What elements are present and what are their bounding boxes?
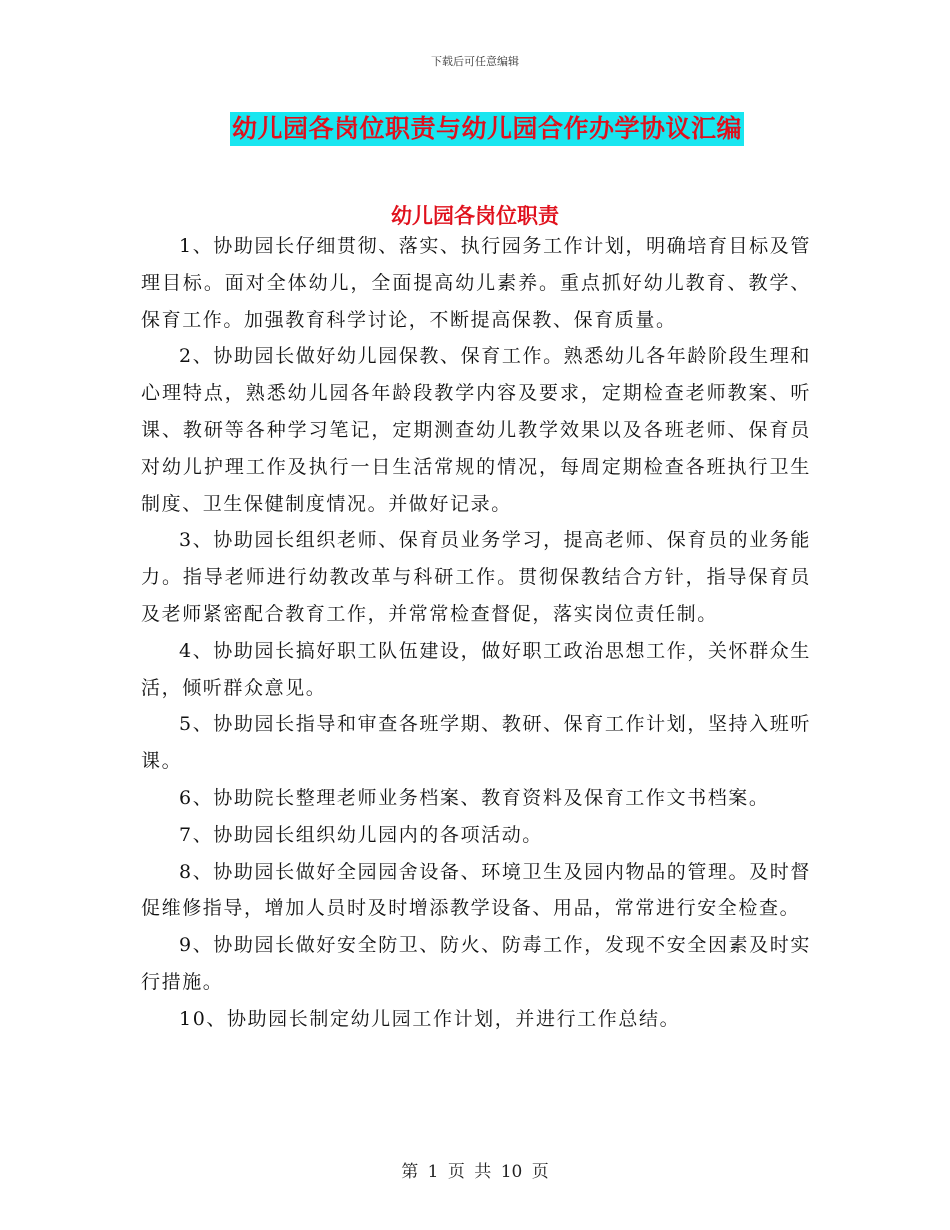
paragraph-1: 1、协助园长仔细贯彻、落实、执行园务工作计划，明确培育目标及管理目标。面对全体幼儿，全面提高幼儿素养。重点抓好幼儿教育、教学、保育工作。加强教育科学讨论，不断提高保教、保育质量。 xyxy=(141,235,811,331)
paragraph-6: 6、协助院长整理老师业务档案、教育资料及保育工作文书档案。 xyxy=(179,786,770,809)
paragraph-7: 7、协助园长组织幼儿园内的各项活动。 xyxy=(179,823,543,846)
paragraph-5: 5、协助园长指导和审查各班学期、教研、保育工作计划，坚持入班听课。 xyxy=(141,713,811,773)
paragraph-10: 10、协助园长制定幼儿园工作计划，并进行工作总结。 xyxy=(179,1007,681,1030)
page-number-footer: 第 1 页 共 10 页 xyxy=(401,1162,549,1182)
paragraph-9: 9、协助园长做好安全防卫、防火、防毒工作，发现不安全因素及时实行措施。 xyxy=(141,934,811,993)
section-title: 幼儿园各岗位职责 xyxy=(391,203,559,228)
document-title-container xyxy=(0,112,950,146)
paragraph-3: 3、协助园长组织老师、保育员业务学习，提高老师、保育员的业务能力。指导老师进行幼教改革与科研工作。贯彻保教结合方针，指导保育员及老师紧密配合教育工作，并常常检查督促，落实岗位责任制。 xyxy=(141,529,811,625)
paragraph-2: 2、协助园长做好幼儿园保教、保育工作。熟悉幼儿各年龄阶段生理和心理特点，熟悉幼儿园各年龄段教学内容及要求，定期检查老师教案、听课、教研等各种学习笔记，定期测查幼儿教学效果以及各班老师、保育员对幼儿护理工作及执行一日生活常规的情况，每周定期检查各班执行卫生制度、卫生保健制度情况。并做好记录。 xyxy=(141,345,811,515)
paragraph-8: 8、协助园长做好全园园舍设备、环境卫生及园内物品的管理。及时督促维修指导，增加人员时及时增添教学设备、用品，常常进行安全检查。 xyxy=(141,860,811,920)
document-body xyxy=(141,228,811,1038)
document-title: 幼儿园各岗位职责与幼儿园合作办学协议汇编 xyxy=(230,112,744,146)
paragraph-4: 4、协助园长搞好职工队伍建设，做好职工政治思想工作，关怀群众生活，倾听群众意见。 xyxy=(141,639,811,699)
page-header-note: 下载后可任意编辑 xyxy=(431,55,519,68)
